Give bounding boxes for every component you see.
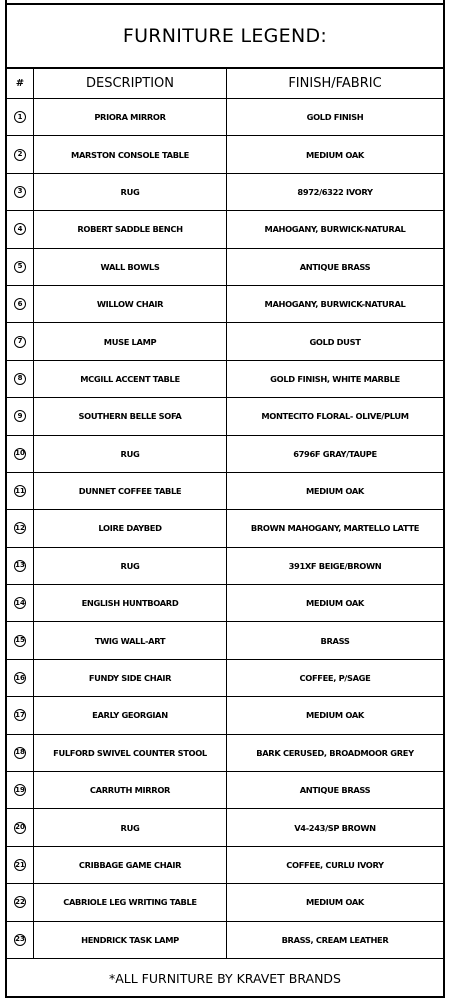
table-row [7,772,443,809]
header-finish: FINISH/FABRIC [288,76,382,91]
item-description: CABRIOLE LEG WRITING TABLE [34,884,227,920]
item-number-badge: 20 [14,822,26,834]
item-description: WILLOW CHAIR [34,286,227,322]
item-finish: GOLD FINISH, WHITE MARBLE [270,373,400,384]
item-description: FULFORD SWIVEL COUNTER STOOL [34,735,227,771]
item-finish: GOLD DUST [309,336,361,347]
item-description: PRIORA MIRROR [34,99,227,135]
item-number-badge: 17 [14,709,26,721]
item-number-cell [7,136,34,172]
item-number-cell [7,622,34,658]
item-finish: 391XF BEIGE/BROWN [288,560,382,571]
bottom-border [5,996,445,998]
item-number-badge: 2 [14,149,26,161]
item-finish: 8972/6322 IVORY [297,186,373,197]
table-header-row [7,69,443,99]
item-number-badge: 22 [14,896,26,908]
item-number-badge: 3 [14,186,26,198]
item-number-badge: 11 [14,485,26,497]
item-number-badge: 7 [14,336,26,348]
item-number-badge: 8 [14,373,26,385]
item-finish: COFFEE, P/SAGE [299,673,371,684]
item-number-cell [7,99,34,135]
item-number-cell [7,772,34,808]
table-row [7,286,443,323]
item-number-badge: 13 [14,560,26,572]
item-number-cell [7,884,34,920]
item-number-cell [7,809,34,845]
item-number-cell [7,473,34,509]
item-description: DUNNET COFFEE TABLE [34,473,227,509]
header-description: DESCRIPTION [34,69,227,98]
item-description: RUG [34,436,227,472]
item-description: LOIRE DAYBED [34,510,227,546]
item-finish: MEDIUM OAK [306,710,364,721]
item-number-cell [7,847,34,883]
item-description: ROBERT SADDLE BENCH [34,211,227,247]
item-number-cell [7,361,34,397]
item-description: RUG [34,174,227,210]
table-row [7,697,443,734]
item-finish: MEDIUM OAK [306,598,364,609]
item-description: RUG [34,809,227,845]
item-finish: BROWN MAHOGANY, MARTELLO LATTE [250,523,420,534]
table-row [7,398,443,435]
item-finish: MEDIUM OAK [306,486,364,497]
item-number-badge: 15 [14,635,26,647]
item-finish: GOLD FINISH [306,112,364,123]
table-row [7,174,443,211]
item-number-cell [7,323,34,359]
footer-note: *ALL FURNITURE BY KRAVET BRANDS [108,970,341,986]
item-number-cell [7,548,34,584]
item-number-badge: 4 [14,223,26,235]
legend-table [7,69,443,959]
item-finish: ANTIQUE BRASS [299,261,371,272]
item-number-cell [7,922,34,958]
table-row [7,622,443,659]
table-row [7,660,443,697]
item-description: MUSE LAMP [34,323,227,359]
item-description: WALL BOWLS [34,249,227,285]
item-description: MCGILL ACCENT TABLE [34,361,227,397]
furniture-legend-sheet [5,0,445,998]
item-number-badge: 16 [14,672,26,684]
item-number-cell [7,249,34,285]
item-finish: MEDIUM OAK [306,149,364,160]
legend-title: FURNITURE LEGEND: [122,25,328,47]
table-row [7,99,443,136]
item-description: RUG [34,548,227,584]
table-row [7,585,443,622]
item-finish: MEDIUM OAK [306,897,364,908]
item-description: CARRUTH MIRROR [34,772,227,808]
item-number-cell [7,660,34,696]
table-row [7,510,443,547]
item-description: SOUTHERN BELLE SOFA [34,398,227,434]
item-finish: BARK CERUSED, BROADMOOR GREY [256,747,414,758]
item-number-badge: 14 [14,597,26,609]
item-number-badge: 19 [14,784,26,796]
item-description: EARLY GEORGIAN [34,697,227,733]
item-description: CRIBBAGE GAME CHAIR [34,847,227,883]
table-row [7,436,443,473]
item-finish: V4-243/SP BROWN [294,822,376,833]
item-finish: MAHOGANY, BURWICK-NATURAL [264,224,406,235]
table-row [7,922,443,959]
table-row [7,249,443,286]
table-row [7,809,443,846]
table-row [7,136,443,173]
item-description: MARSTON CONSOLE TABLE [34,136,227,172]
item-number-cell [7,286,34,322]
item-number-cell [7,398,34,434]
item-finish: 6796F GRAY/TAUPE [293,448,377,459]
item-number-badge: 18 [14,747,26,759]
table-body [7,99,443,959]
item-number-badge: 1 [14,111,26,123]
item-number-badge: 6 [14,298,26,310]
item-number-cell [7,436,34,472]
item-number-cell [7,510,34,546]
table-row [7,211,443,248]
item-finish: MONTECITO FLORAL- OLIVE/PLUM [261,411,409,422]
item-finish: BRASS [320,635,350,646]
item-number-cell [7,735,34,771]
item-finish: BRASS, CREAM LEATHER [281,934,389,945]
item-number-cell [7,585,34,621]
item-number-badge: 23 [14,934,26,946]
item-number-cell [7,697,34,733]
item-number-badge: 5 [14,261,26,273]
header-number: # [7,69,34,98]
table-row [7,884,443,921]
table-row [7,847,443,884]
item-description: FUNDY SIDE CHAIR [34,660,227,696]
item-finish: MAHOGANY, BURWICK-NATURAL [264,299,406,310]
item-description: ENGLISH HUNTBOARD [34,585,227,621]
item-number-badge: 10 [14,448,26,460]
item-number-cell [7,174,34,210]
table-row [7,548,443,585]
item-description: TWIG WALL-ART [34,622,227,658]
table-row [7,473,443,510]
table-row [7,361,443,398]
item-number-badge: 12 [14,522,26,534]
item-description: HENDRICK TASK LAMP [34,922,227,958]
table-row [7,323,443,360]
item-number-badge: 9 [14,410,26,422]
item-finish: COFFEE, CURLU IVORY [286,860,384,870]
table-row [7,735,443,772]
item-number-badge: 21 [14,859,26,871]
item-number-cell [7,211,34,247]
item-finish: ANTIQUE BRASS [299,785,371,796]
